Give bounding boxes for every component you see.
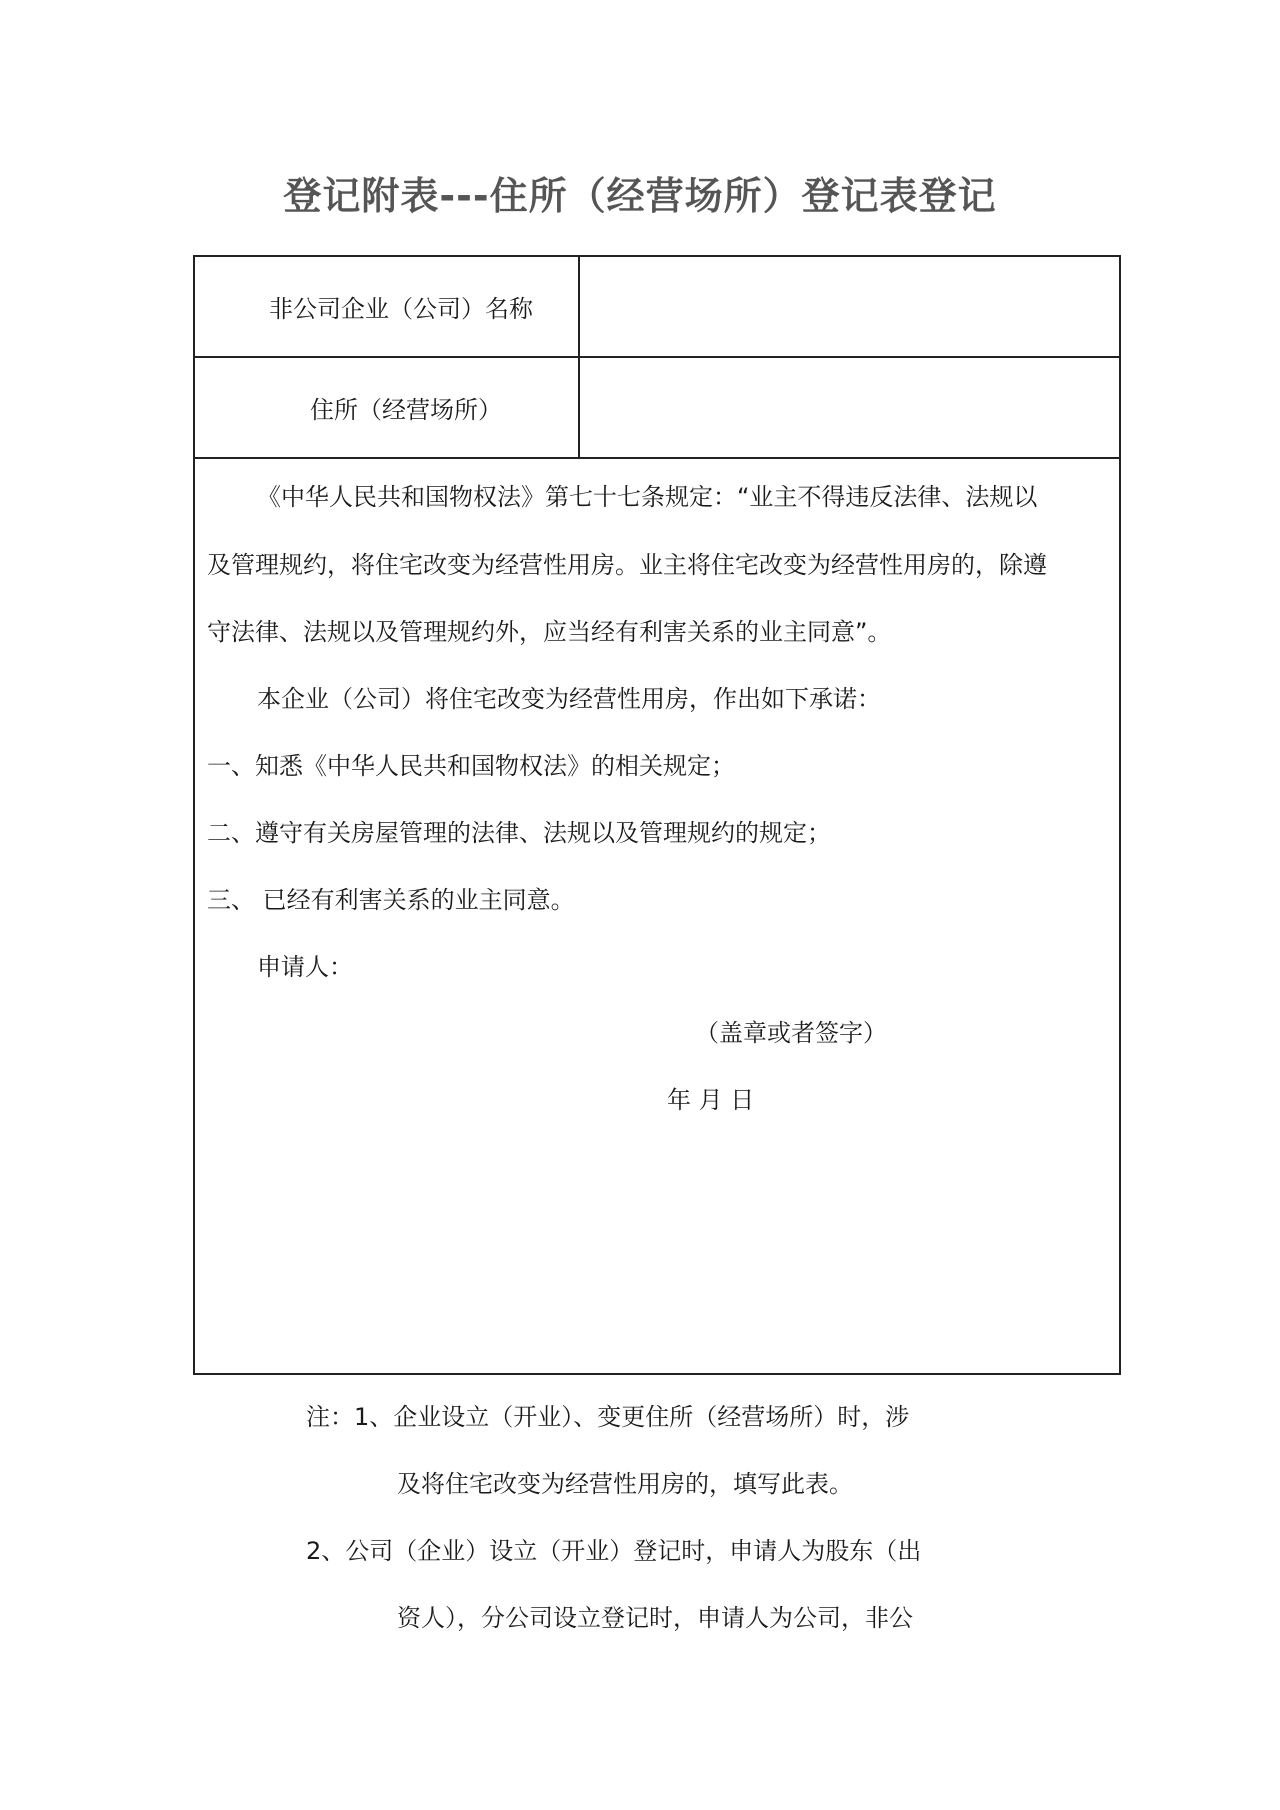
law-paragraph-line-1: 《中华人民共和国物权法》第七十七条规定：“业主不得违反法律、法规以: [257, 483, 1038, 511]
note-2-line-1: 2、公司（企业）设立（开业）登记时，申请人为股东（出: [306, 1537, 922, 1565]
note-1-line-2: 及将住宅改变为经营性用房的，填写此表。: [397, 1470, 853, 1498]
note-1-line-1: 注：1、企业设立（开业）、变更住所（经营场所）时，涉: [306, 1403, 910, 1431]
applicant-label: 申请人：: [257, 953, 353, 981]
address-field[interactable]: [580, 358, 1119, 457]
registration-form: [193, 255, 1121, 1375]
commitment-item-2: 二、遵守有关房屋管理的法律、法规以及管理规约的规定；: [207, 819, 831, 847]
commitment-item-1: 一、知悉《中华人民共和国物权法》的相关规定；: [207, 752, 735, 780]
company-name-row: [195, 257, 1119, 358]
note-2-line-2: 资人），分公司设立登记时，申请人为公司，非公: [397, 1604, 913, 1632]
commitment-intro: 本企业（公司）将住宅改变为经营性用房，作出如下承诺：: [257, 685, 881, 713]
commitment-item-3: 三、 已经有利害关系的业主同意。: [207, 886, 575, 914]
address-label: 住所（经营场所）: [195, 358, 580, 457]
address-row: [195, 358, 1119, 459]
company-name-field[interactable]: [580, 257, 1119, 356]
document-title: 登记附表---住所（经营场所）登记表登记: [283, 174, 997, 218]
company-name-label: 非公司企业（公司）名称: [195, 257, 580, 356]
law-paragraph-line-2: 及管理规约，将住宅改变为经营性用房。业主将住宅改变为经营性用房的，除遵: [207, 551, 1047, 579]
law-paragraph-line-3: 守法律、法规以及管理规约外，应当经有利害关系的业主同意”。: [207, 618, 892, 646]
seal-or-signature-note: （盖章或者签字）: [695, 1019, 887, 1047]
date-label: 年 月 日: [667, 1086, 755, 1114]
